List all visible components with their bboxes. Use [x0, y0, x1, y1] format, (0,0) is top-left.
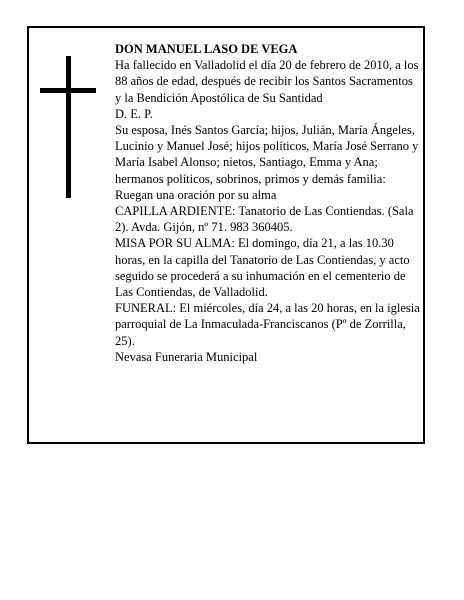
- deceased-name: DON MANUEL LASO DE VEGA: [115, 42, 298, 56]
- chapel-info: CAPILLA ARDIENTE: Tanatorio de Las Contiendas. (Sala 2). Avda. Gijón, nº 71. 983 360405.: [115, 204, 414, 235]
- family-list: Su esposa, Inés Santos García; hijos, Julián, María Ángeles, Lucinio y Manuel José; hijos políticos, María José Serrano y María Isabel Alonso; nietos, Santiago, Emma y Ana; hermanos políticos, sobrinos, primos y demás familia:: [115, 123, 419, 186]
- mass-info: MISA POR SU ALMA: El domingo, día 21, a las 10.30 horas, en la capilla del Tanatorio de Las Contiendas, y acto seguido se procederá a su inhumación en el cementerio de Las Contiendas, de Valladolid.: [115, 236, 410, 300]
- funeral-info: FUNERAL: El miércoles, día 24, a las 20 horas, en la iglesia parroquial de La Inmaculada-Franciscanos (Pº de Zorrilla, 25).: [115, 301, 420, 348]
- dep-text: D. E. P.: [115, 106, 153, 121]
- funeral-home: Nevasa Funeraria Municipal: [115, 349, 258, 364]
- cross-vertical-bar: [66, 56, 71, 198]
- death-announcement: Ha fallecido en Valladolid el día 20 de febrero de 2010, a los 88 años de edad, después de recibir los Santos Sacramentos y la Bendición Apostólica de Su Santidad: [115, 58, 419, 105]
- obituary-text: [115, 41, 421, 365]
- obituary-notice: [27, 26, 425, 444]
- cross-icon: [40, 56, 96, 198]
- cross-horizontal-bar: [40, 88, 96, 93]
- prayer-request: Ruegan una oración por su alma: [115, 187, 277, 202]
